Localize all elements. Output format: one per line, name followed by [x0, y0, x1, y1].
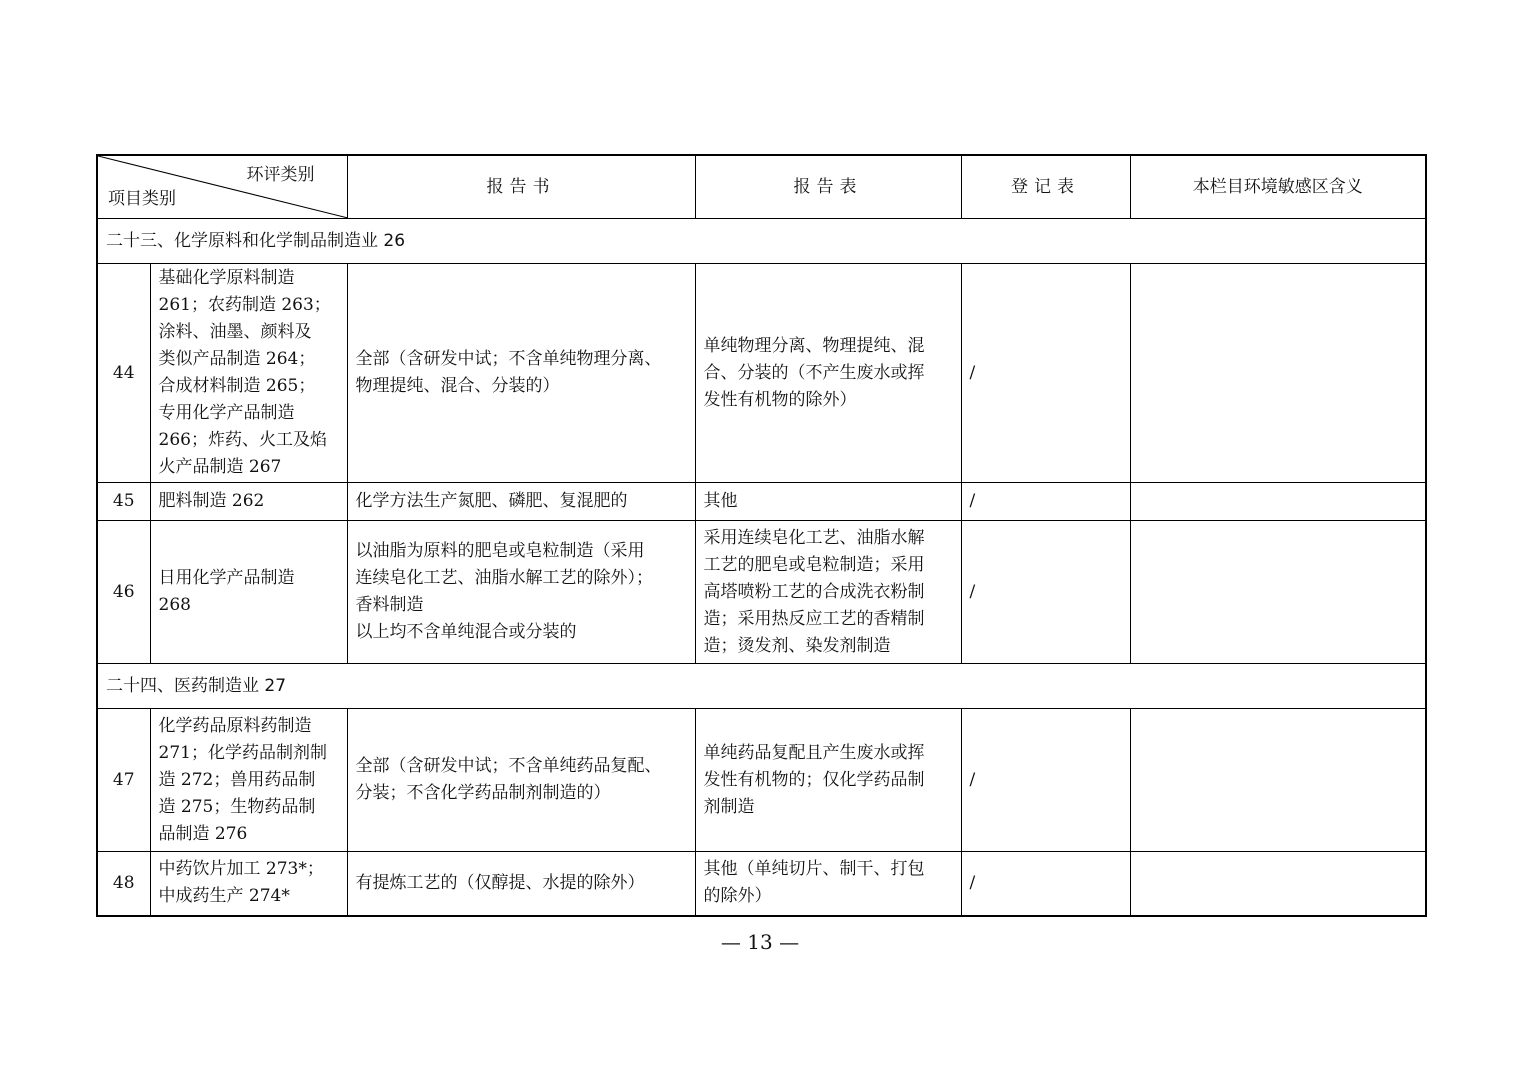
report-book-cell — [347, 264, 695, 483]
section-row — [97, 219, 1426, 264]
project-category-cell — [150, 709, 347, 852]
section-title: 二十四、医药制造业 27 — [97, 664, 1426, 709]
project-category-line: 271；化学药品制剂制 — [158, 742, 327, 763]
report-book-cell — [347, 709, 695, 852]
row-number: 48 — [97, 852, 150, 916]
project-category-cell — [150, 264, 347, 483]
report-book-line: 全部（含研发中试；不含单纯物理分离、 — [355, 349, 662, 369]
report-form-line: 发性有机物的除外） — [703, 389, 857, 410]
report-form-cell — [695, 521, 961, 664]
register-cell: / — [961, 709, 1130, 852]
col-header-report-form: 报告表 — [695, 155, 961, 219]
project-category-line: 品制造 276 — [158, 823, 248, 844]
report-form-line: 其他（单纯切片、制干、打包 — [703, 859, 925, 880]
col-header-report-book: 报告书 — [347, 155, 695, 219]
report-book-line: 以油脂为原料的肥皂或皂粒制造（采用 — [355, 541, 645, 561]
register-cell: / — [961, 852, 1130, 916]
col-header-register: 登记表 — [961, 155, 1130, 219]
report-book-line: 全部（含研发中试；不含单纯药品复配、 — [355, 756, 662, 776]
table-row — [97, 709, 1426, 852]
report-book-line: 以上均不含单纯混合或分装的 — [355, 622, 577, 642]
project-category-line: 造 272；兽用药品制 — [158, 769, 316, 790]
report-form-line: 合、分装的（不产生废水或挥 — [703, 362, 925, 383]
project-category-line: 合成材料制造 265； — [158, 376, 316, 396]
report-form-line: 高塔喷粉工艺的合成洗衣粉制 — [703, 581, 925, 602]
report-book-line: 物理提纯、混合、分装的） — [355, 376, 560, 396]
table-row — [97, 521, 1426, 664]
row-number: 45 — [97, 483, 150, 521]
row-number: 46 — [97, 521, 150, 664]
project-category-line: 专用化学产品制造 — [158, 403, 295, 423]
report-form-line: 其他 — [703, 491, 738, 511]
sensitive-area-cell — [1130, 483, 1426, 521]
report-form-line: 工艺的肥皂或皂粒制造；采用 — [703, 554, 925, 575]
report-book-line: 分装；不含化学药品制剂制造的） — [355, 783, 611, 803]
report-form-line: 发性有机物的；仅化学药品制 — [703, 769, 925, 790]
project-category-cell — [150, 852, 347, 916]
row-number: 47 — [97, 709, 150, 852]
project-category-line: 肥料制造 262 — [158, 491, 265, 511]
diag-top-label: 环评类别 — [246, 165, 315, 185]
sensitive-area-cell — [1130, 264, 1426, 483]
report-book-cell — [347, 483, 695, 521]
section-title: 二十三、化学原料和化学制品制造业 26 — [97, 219, 1426, 264]
project-category-cell — [150, 521, 347, 664]
sensitive-area-cell — [1130, 521, 1426, 664]
project-category-line: 涂料、油墨、颜料及 — [158, 322, 312, 342]
report-form-line: 造；烫发剂、染发剂制造 — [703, 635, 891, 656]
col-header-sensitive: 本栏目环境敏感区含义 — [1130, 155, 1426, 219]
table-row — [97, 483, 1426, 521]
row-number: 44 — [97, 264, 150, 483]
project-category-line: 268 — [158, 595, 191, 615]
project-category-line: 化学药品原料药制造 — [158, 715, 312, 736]
classification-table — [96, 154, 1427, 917]
project-category-cell — [150, 483, 347, 521]
register-cell: / — [961, 483, 1130, 521]
diag-bottom-label: 项目类别 — [108, 189, 176, 209]
report-form-line: 的除外） — [703, 886, 772, 907]
section-row — [97, 664, 1426, 709]
register-cell: / — [961, 264, 1130, 483]
sensitive-area-cell — [1130, 852, 1426, 916]
project-category-line: 基础化学原料制造 — [158, 268, 295, 288]
project-category-line: 中成药生产 274* — [158, 886, 290, 907]
header-row — [97, 155, 1426, 219]
sensitive-area-cell — [1130, 709, 1426, 852]
report-form-line: 造；采用热反应工艺的香精制 — [703, 608, 925, 629]
project-category-line: 261；农药制造 263； — [158, 295, 331, 315]
report-form-line: 单纯物理分离、物理提纯、混 — [703, 335, 925, 356]
report-form-cell — [695, 709, 961, 852]
table-row — [97, 264, 1426, 483]
report-book-line: 化学方法生产氮肥、磷肥、复混肥的 — [355, 491, 628, 511]
register-cell: / — [961, 521, 1130, 664]
report-book-line: 香料制造 — [355, 595, 424, 615]
table-row — [97, 852, 1426, 916]
page-number: — 13 — — [720, 930, 800, 954]
report-form-cell — [695, 852, 961, 916]
report-form-line: 采用连续皂化工艺、油脂水解 — [703, 527, 925, 548]
project-category-line: 中药饮片加工 273*； — [158, 859, 324, 880]
project-category-line: 造 275；生物药品制 — [158, 796, 316, 817]
report-book-line: 连续皂化工艺、油脂水解工艺的除外）； — [355, 568, 653, 588]
diagonal-header-cell — [97, 155, 347, 219]
report-book-cell — [347, 521, 695, 664]
project-category-line: 类似产品制造 264； — [158, 349, 316, 369]
report-book-line: 有提炼工艺的（仅醇提、水提的除外） — [355, 872, 645, 893]
project-category-line: 火产品制造 267 — [158, 457, 282, 477]
project-category-line: 日用化学产品制造 — [158, 568, 295, 588]
report-form-cell — [695, 264, 961, 483]
report-book-cell — [347, 852, 695, 916]
project-category-line: 266；炸药、火工及焰 — [158, 430, 327, 450]
report-form-line: 剂制造 — [703, 796, 755, 817]
report-form-line: 单纯药品复配且产生废水或挥 — [703, 742, 925, 763]
report-form-cell — [695, 483, 961, 521]
